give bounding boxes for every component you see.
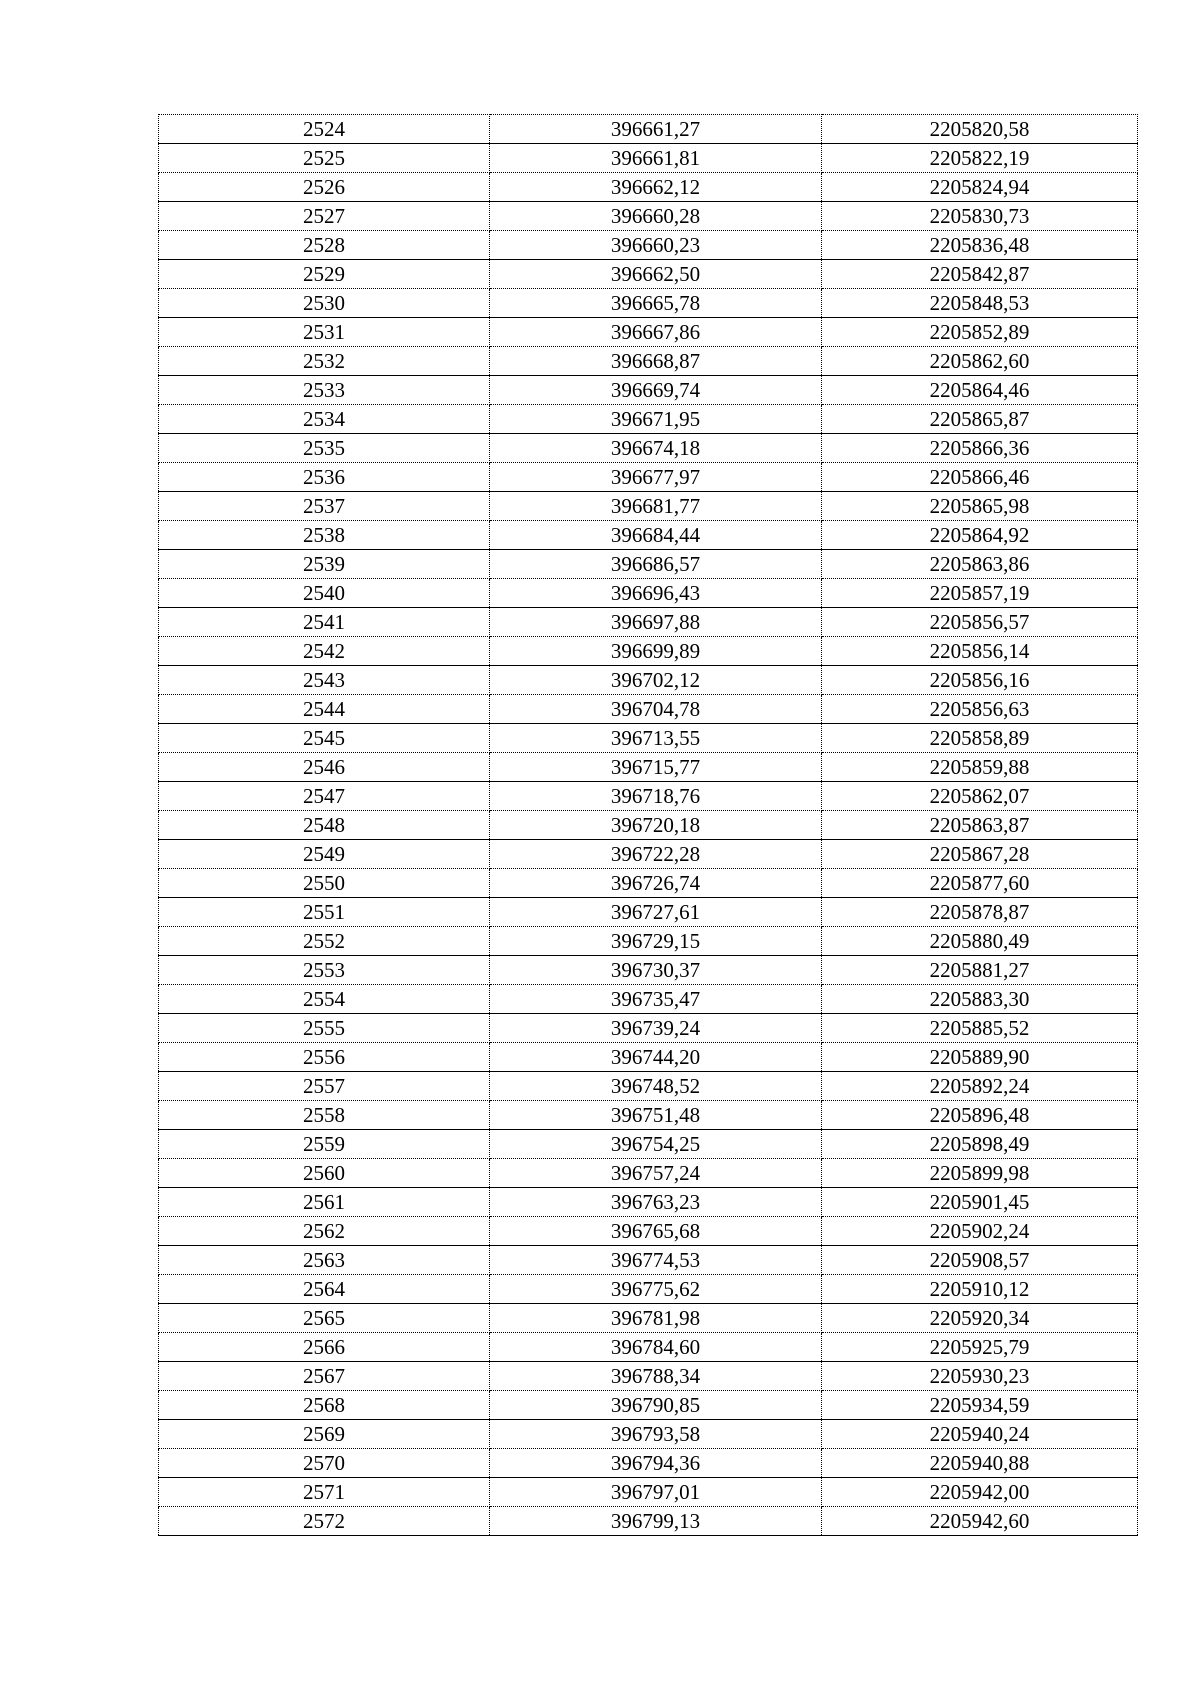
table-row	[159, 724, 1138, 753]
y-coordinate-cell: 2205925,79	[822, 1333, 1138, 1362]
y-coordinate-cell: 2205867,28	[822, 840, 1138, 869]
point-number-cell: 2569	[159, 1420, 490, 1449]
point-number-cell: 2564	[159, 1275, 490, 1304]
table-row	[159, 1449, 1138, 1478]
point-number-cell: 2536	[159, 463, 490, 492]
table-row	[159, 231, 1138, 260]
x-coordinate-cell: 396661,27	[490, 115, 822, 144]
y-coordinate-cell: 2205866,36	[822, 434, 1138, 463]
x-coordinate-cell: 396744,20	[490, 1043, 822, 1072]
y-coordinate-cell: 2205920,34	[822, 1304, 1138, 1333]
x-coordinate-cell: 396686,57	[490, 550, 822, 579]
point-number-cell: 2539	[159, 550, 490, 579]
y-coordinate-cell: 2205901,45	[822, 1188, 1138, 1217]
y-coordinate-cell: 2205878,87	[822, 898, 1138, 927]
y-coordinate-cell: 2205942,00	[822, 1478, 1138, 1507]
y-coordinate-cell: 2205865,98	[822, 492, 1138, 521]
x-coordinate-cell: 396765,68	[490, 1217, 822, 1246]
point-number-cell: 2533	[159, 376, 490, 405]
y-coordinate-cell: 2205859,88	[822, 753, 1138, 782]
table-row	[159, 695, 1138, 724]
table-row	[159, 1275, 1138, 1304]
y-coordinate-cell: 2205889,90	[822, 1043, 1138, 1072]
table-row	[159, 318, 1138, 347]
table-row	[159, 405, 1138, 434]
x-coordinate-cell: 396669,74	[490, 376, 822, 405]
x-coordinate-cell: 396793,58	[490, 1420, 822, 1449]
point-number-cell: 2555	[159, 1014, 490, 1043]
point-number-cell: 2534	[159, 405, 490, 434]
table-row	[159, 434, 1138, 463]
table-row	[159, 1304, 1138, 1333]
point-number-cell: 2527	[159, 202, 490, 231]
x-coordinate-cell: 396794,36	[490, 1449, 822, 1478]
x-coordinate-cell: 396681,77	[490, 492, 822, 521]
y-coordinate-cell: 2205863,86	[822, 550, 1138, 579]
x-coordinate-cell: 396722,28	[490, 840, 822, 869]
point-number-cell: 2545	[159, 724, 490, 753]
table-row	[159, 608, 1138, 637]
table-row	[159, 173, 1138, 202]
y-coordinate-cell: 2205880,49	[822, 927, 1138, 956]
x-coordinate-cell: 396660,23	[490, 231, 822, 260]
point-number-cell: 2535	[159, 434, 490, 463]
point-number-cell: 2532	[159, 347, 490, 376]
table-row	[159, 1333, 1138, 1362]
point-number-cell: 2572	[159, 1507, 490, 1536]
point-number-cell: 2553	[159, 956, 490, 985]
table-row	[159, 521, 1138, 550]
y-coordinate-cell: 2205930,23	[822, 1362, 1138, 1391]
table-row	[159, 1159, 1138, 1188]
table-row	[159, 1507, 1138, 1536]
y-coordinate-cell: 2205942,60	[822, 1507, 1138, 1536]
x-coordinate-cell: 396671,95	[490, 405, 822, 434]
y-coordinate-cell: 2205940,24	[822, 1420, 1138, 1449]
table-row	[159, 463, 1138, 492]
y-coordinate-cell: 2205862,07	[822, 782, 1138, 811]
y-coordinate-cell: 2205820,58	[822, 115, 1138, 144]
table-row	[159, 376, 1138, 405]
table-row	[159, 1043, 1138, 1072]
table-row	[159, 579, 1138, 608]
y-coordinate-cell: 2205848,53	[822, 289, 1138, 318]
y-coordinate-cell: 2205862,60	[822, 347, 1138, 376]
x-coordinate-cell: 396797,01	[490, 1478, 822, 1507]
point-number-cell: 2571	[159, 1478, 490, 1507]
table-row	[159, 637, 1138, 666]
point-number-cell: 2562	[159, 1217, 490, 1246]
table-row	[159, 1217, 1138, 1246]
y-coordinate-cell: 2205842,87	[822, 260, 1138, 289]
y-coordinate-cell: 2205864,92	[822, 521, 1138, 550]
x-coordinate-cell: 396704,78	[490, 695, 822, 724]
y-coordinate-cell: 2205866,46	[822, 463, 1138, 492]
y-coordinate-cell: 2205856,63	[822, 695, 1138, 724]
y-coordinate-cell: 2205856,57	[822, 608, 1138, 637]
point-number-cell: 2566	[159, 1333, 490, 1362]
x-coordinate-cell: 396775,62	[490, 1275, 822, 1304]
point-number-cell: 2561	[159, 1188, 490, 1217]
table-row	[159, 289, 1138, 318]
y-coordinate-cell: 2205863,87	[822, 811, 1138, 840]
y-coordinate-cell: 2205856,14	[822, 637, 1138, 666]
point-number-cell: 2570	[159, 1449, 490, 1478]
point-number-cell: 2548	[159, 811, 490, 840]
y-coordinate-cell: 2205830,73	[822, 202, 1138, 231]
table-row	[159, 1130, 1138, 1159]
x-coordinate-cell: 396696,43	[490, 579, 822, 608]
x-coordinate-cell: 396674,18	[490, 434, 822, 463]
point-number-cell: 2541	[159, 608, 490, 637]
point-number-cell: 2546	[159, 753, 490, 782]
point-number-cell: 2558	[159, 1101, 490, 1130]
x-coordinate-cell: 396735,47	[490, 985, 822, 1014]
x-coordinate-cell: 396727,61	[490, 898, 822, 927]
table-row	[159, 260, 1138, 289]
x-coordinate-cell: 396763,23	[490, 1188, 822, 1217]
y-coordinate-cell: 2205934,59	[822, 1391, 1138, 1420]
x-coordinate-cell: 396748,52	[490, 1072, 822, 1101]
point-number-cell: 2549	[159, 840, 490, 869]
y-coordinate-cell: 2205881,27	[822, 956, 1138, 985]
x-coordinate-cell: 396668,87	[490, 347, 822, 376]
table-row	[159, 1246, 1138, 1275]
point-number-cell: 2537	[159, 492, 490, 521]
table-row	[159, 347, 1138, 376]
y-coordinate-cell: 2205898,49	[822, 1130, 1138, 1159]
table-row	[159, 1362, 1138, 1391]
x-coordinate-cell: 396718,76	[490, 782, 822, 811]
point-number-cell: 2526	[159, 173, 490, 202]
x-coordinate-cell: 396662,12	[490, 173, 822, 202]
x-coordinate-cell: 396790,85	[490, 1391, 822, 1420]
x-coordinate-cell: 396665,78	[490, 289, 822, 318]
y-coordinate-cell: 2205865,87	[822, 405, 1138, 434]
x-coordinate-cell: 396713,55	[490, 724, 822, 753]
table-row	[159, 1101, 1138, 1130]
x-coordinate-cell: 396661,81	[490, 144, 822, 173]
x-coordinate-cell: 396660,28	[490, 202, 822, 231]
point-number-cell: 2530	[159, 289, 490, 318]
y-coordinate-cell: 2205910,12	[822, 1275, 1138, 1304]
x-coordinate-cell: 396781,98	[490, 1304, 822, 1333]
table-row	[159, 1188, 1138, 1217]
point-number-cell: 2559	[159, 1130, 490, 1159]
table-row	[159, 782, 1138, 811]
y-coordinate-cell: 2205896,48	[822, 1101, 1138, 1130]
y-coordinate-cell: 2205908,57	[822, 1246, 1138, 1275]
point-number-cell: 2557	[159, 1072, 490, 1101]
point-number-cell: 2538	[159, 521, 490, 550]
table-row	[159, 753, 1138, 782]
point-number-cell: 2556	[159, 1043, 490, 1072]
coordinates-table	[158, 114, 1138, 1536]
table-row	[159, 202, 1138, 231]
x-coordinate-cell: 396754,25	[490, 1130, 822, 1159]
x-coordinate-cell: 396788,34	[490, 1362, 822, 1391]
y-coordinate-cell: 2205858,89	[822, 724, 1138, 753]
point-number-cell: 2551	[159, 898, 490, 927]
table-row	[159, 898, 1138, 927]
x-coordinate-cell: 396697,88	[490, 608, 822, 637]
coordinates-table-body	[159, 115, 1138, 1536]
point-number-cell: 2550	[159, 869, 490, 898]
table-row	[159, 550, 1138, 579]
table-row	[159, 144, 1138, 173]
y-coordinate-cell: 2205864,46	[822, 376, 1138, 405]
x-coordinate-cell: 396726,74	[490, 869, 822, 898]
x-coordinate-cell: 396774,53	[490, 1246, 822, 1275]
point-number-cell: 2529	[159, 260, 490, 289]
y-coordinate-cell: 2205857,19	[822, 579, 1138, 608]
table-row	[159, 1391, 1138, 1420]
point-number-cell: 2542	[159, 637, 490, 666]
x-coordinate-cell: 396699,89	[490, 637, 822, 666]
x-coordinate-cell: 396739,24	[490, 1014, 822, 1043]
table-row	[159, 666, 1138, 695]
y-coordinate-cell: 2205836,48	[822, 231, 1138, 260]
x-coordinate-cell: 396751,48	[490, 1101, 822, 1130]
x-coordinate-cell: 396784,60	[490, 1333, 822, 1362]
table-row	[159, 811, 1138, 840]
x-coordinate-cell: 396677,97	[490, 463, 822, 492]
point-number-cell: 2524	[159, 115, 490, 144]
y-coordinate-cell: 2205885,52	[822, 1014, 1138, 1043]
table-row	[159, 869, 1138, 898]
point-number-cell: 2567	[159, 1362, 490, 1391]
table-row	[159, 492, 1138, 521]
point-number-cell: 2563	[159, 1246, 490, 1275]
table-row	[159, 1014, 1138, 1043]
table-row	[159, 985, 1138, 1014]
x-coordinate-cell: 396730,37	[490, 956, 822, 985]
point-number-cell: 2540	[159, 579, 490, 608]
point-number-cell: 2560	[159, 1159, 490, 1188]
x-coordinate-cell: 396662,50	[490, 260, 822, 289]
point-number-cell: 2565	[159, 1304, 490, 1333]
point-number-cell: 2552	[159, 927, 490, 956]
y-coordinate-cell: 2205822,19	[822, 144, 1138, 173]
table-row	[159, 956, 1138, 985]
y-coordinate-cell: 2205877,60	[822, 869, 1138, 898]
x-coordinate-cell: 396799,13	[490, 1507, 822, 1536]
table-row	[159, 1072, 1138, 1101]
point-number-cell: 2547	[159, 782, 490, 811]
table-row	[159, 1420, 1138, 1449]
point-number-cell: 2568	[159, 1391, 490, 1420]
table-row	[159, 840, 1138, 869]
y-coordinate-cell: 2205899,98	[822, 1159, 1138, 1188]
point-number-cell: 2528	[159, 231, 490, 260]
table-row	[159, 1478, 1138, 1507]
point-number-cell: 2525	[159, 144, 490, 173]
y-coordinate-cell: 2205824,94	[822, 173, 1138, 202]
point-number-cell: 2554	[159, 985, 490, 1014]
x-coordinate-cell: 396720,18	[490, 811, 822, 840]
x-coordinate-cell: 396757,24	[490, 1159, 822, 1188]
x-coordinate-cell: 396702,12	[490, 666, 822, 695]
y-coordinate-cell: 2205940,88	[822, 1449, 1138, 1478]
y-coordinate-cell: 2205852,89	[822, 318, 1138, 347]
x-coordinate-cell: 396667,86	[490, 318, 822, 347]
point-number-cell: 2531	[159, 318, 490, 347]
point-number-cell: 2544	[159, 695, 490, 724]
y-coordinate-cell: 2205856,16	[822, 666, 1138, 695]
y-coordinate-cell: 2205892,24	[822, 1072, 1138, 1101]
x-coordinate-cell: 396715,77	[490, 753, 822, 782]
x-coordinate-cell: 396729,15	[490, 927, 822, 956]
y-coordinate-cell: 2205902,24	[822, 1217, 1138, 1246]
table-row	[159, 927, 1138, 956]
x-coordinate-cell: 396684,44	[490, 521, 822, 550]
y-coordinate-cell: 2205883,30	[822, 985, 1138, 1014]
table-row	[159, 115, 1138, 144]
point-number-cell: 2543	[159, 666, 490, 695]
